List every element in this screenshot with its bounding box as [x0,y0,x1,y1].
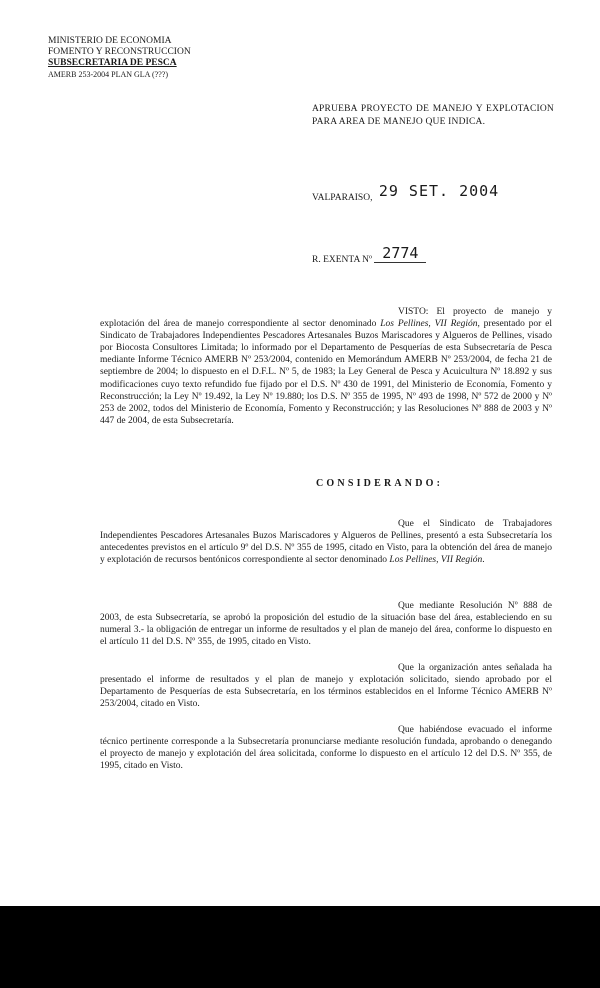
visto-paragraph: VISTO: El proyecto de manejo y explotación del área de manejo correspondiente al sector denominado Los Pellines, VII Región, presentado por el Sindicato de Trabajadores Independientes Pescadores Artesanales Buzos Mariscadores y Algueros de Pellines, visado por Biocosta Consultores Limitada; lo informado por el Departamento de Pesquerías de esta Subsecretaría de Pesca mediante Informe Técnico AMERB Nº 253/2004, contenido en Memorándum AMERB Nº 253/2004, de fecha 21 de septiembre de 2004; lo dispuesto en el D.F.L. Nº 5, de 1983; la Ley General de Pesca y Acuicultura Nº 18.892 y sus modificaciones cuyo texto refundido fue fijado por el D.S. Nº 430 de 1991, del Ministerio de Economía, Fomento y Reconstrucción; la Ley Nº 19.492, la Ley Nº 19.880; los D.S. Nº 355 de 1995, Nº 493 de 1998, Nº 572 de 2000 y Nº 253 de 2002, todos del Ministerio de Economía, Fomento y Reconstrucción; y las Resoluciones Nº 888 de 2003 y Nº 447 de 2004, de esta Subsecretaría. [100,307,553,426]
considerando-paragraph-1: Que el Sindicato de Trabajadores Independientes Pescadores Artesanales Buzos Mariscadores y Algueros de Pellines, presentó a esta Subsecretaría los antecedentes previstos en el artículo 9º del D.S. Nº 355 de 1995, citado en Visto, para la obtención del área de manejo y explotación de recursos bentónicos correspondiente al sector denominado Los Pellines, VII Región. [100,519,552,566]
resolution-number: 2774 [374,244,426,263]
sector-name: Los Pellines, VII Región [380,319,478,330]
reference-code: AMERB 253-2004 PLAN GLA (???) [48,70,168,79]
considerando-paragraph-3: Que la organización antes señalada ha presentado el informe de resultados y el plan de manejo y explotación solicitado, siendo aprobado por el Departamento de Pesquerías de esta Subsecretaría, en los términos establecidos en el Informe Técnico AMERB Nº 253/2004, citado en Visto. [100,663,552,710]
city: VALPARAISO, [312,193,373,203]
letterhead [48,36,191,80]
date-stamp: 29 SET. 2004 [378,182,500,200]
visto-lead: VISTO: [398,307,429,317]
ministry-name: MINISTERIO DE ECONOMIA [48,36,172,46]
considerando-paragraph-2: Que mediante Resolución Nº 888 de 2003, de esta Subsecretaría, se aprobó la proposición del estudio de la situación base del área, estableciendo en su numeral 3.- la obligación de entregar un informe de resultados y el plan de manejo del área, conforme lo dispuesto en el artículo 11 del D.S. Nº 355, de 1995, citado en Visto. [100,601,552,648]
resolution-label: R. EXENTA Nº [312,255,372,265]
place-date [312,182,500,204]
considerando-paragraph-4: Que habiéndose evacuado el informe técnico pertinente corresponde a la Subsecretaría pronunciarse mediante resolución fundada, aprobando o denegando el proyecto de manejo y explotación del área solicitada, conforme lo dispuesto en el artículo 12 del D.S. Nº 355, de 1995, citado en Visto. [100,725,552,772]
considerando-heading: CONSIDERANDO: [316,478,444,489]
ministry-name-line2: FOMENTO Y RECONSTRUCCION [48,47,191,57]
resolution-number-line [312,244,426,267]
sector-name: Los Pellines, VII Región [389,555,483,566]
subsecretaria-name: SUBSECRETARIA DE PESCA [48,58,177,68]
scan-border [0,906,600,988]
resolution-title: APRUEBA PROYECTO DE MANEJO Y EXPLOTACION PARA AREA DE MANEJO QUE INDICA. [312,104,554,127]
